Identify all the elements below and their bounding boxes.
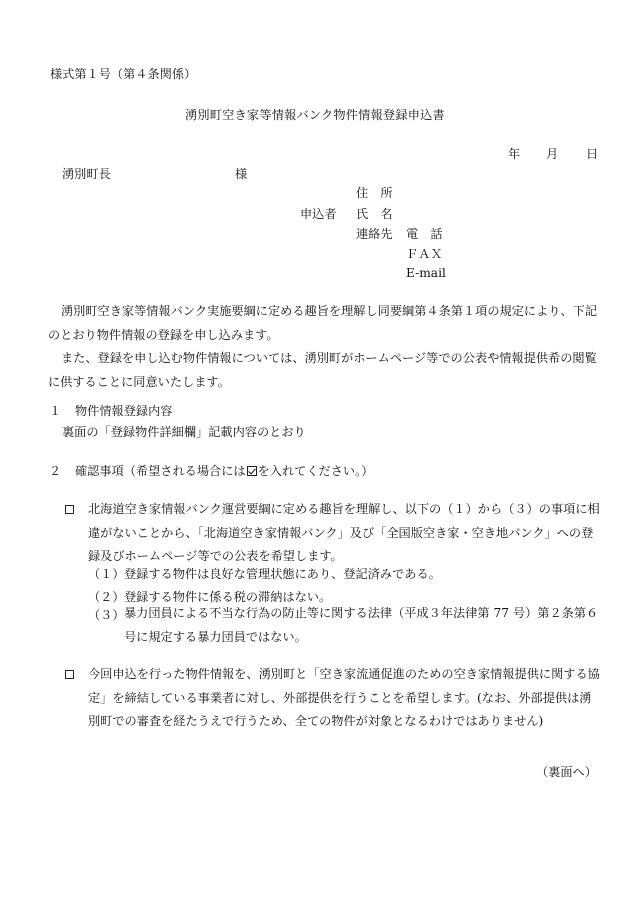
section-2-heading-text-after: を入れてください。） xyxy=(257,464,374,478)
section-1-body: 裏面の「登録物件詳細欄」記載内容のとおり xyxy=(62,425,306,439)
applicant-label: 申込者 xyxy=(300,207,337,221)
addressee-name: 湧別町長 xyxy=(62,167,111,181)
checkbox-external-provision[interactable] xyxy=(65,670,74,679)
condition-2-text: 登録する物件に係る税の滞納はない。 xyxy=(124,590,332,604)
phone-label: 電 話 xyxy=(406,227,443,241)
checked-box-icon xyxy=(247,466,257,476)
intro-paragraph-2: また、登録を申し込む物件情報については、湧別町がホームページ等での公表や情報提供希の閲覧に供することに同意いたします。 xyxy=(48,351,597,389)
applicant-name-label: 氏 名 xyxy=(356,207,393,221)
section-2-heading-text-before: 確認事項（希望される場合には xyxy=(75,464,246,478)
section-2-heading xyxy=(75,465,373,477)
date-year-label: 年 xyxy=(508,147,521,161)
section-1-number: １ xyxy=(49,404,62,418)
checkbox-prefecture-bank[interactable] xyxy=(65,505,74,514)
condition-1-number: （１） xyxy=(88,567,125,581)
condition-2-number: （２） xyxy=(88,590,125,604)
fax-label: ＦＡＸ xyxy=(406,247,443,261)
confirm-item-2-text: 今回申込を行った物件情報を、湧別町と「空き家流通促進のための空き家情報提供に関する協定」を締結している事業者に対し、外部提供を行うことを希望します。(なお、外部提供は湧別町での審査を経たうえで行うため、全ての物件が対象となるわけではありません) xyxy=(88,667,600,728)
intro-paragraph-1: 湧別町空き家等情報バンク実施要綱に定める趣旨を理解し同要綱第４条第１項の規定により、下記のとおり物件情報の登録を申し込みます。 xyxy=(48,304,598,342)
section-2-number: ２ xyxy=(49,464,62,478)
confirm-item-1-text: 北海道空き家情報バンク運営要綱に定める趣旨を理解し、以下の（１）から（３）の事項に相違がないことから、「北海道空き家情報バンク」及び「全国版空き家・空き地バンク」への登録及びホームページ等での公表を希望します。 xyxy=(88,502,600,563)
condition-1-text: 登録する物件は良好な管理状態にあり、登記済みである。 xyxy=(124,567,441,581)
page-title: 湧別町空き家等情報バンク物件情報登録申込書 xyxy=(185,108,445,122)
addressee-honorific: 様 xyxy=(235,167,248,181)
contact-label: 連絡先 xyxy=(356,227,393,241)
condition-3-text: 暴力団員による不当な行為の防止等に関する法律（平成３年法律第 77 号）第２条第６号に規定する暴力団員ではない。 xyxy=(124,606,599,644)
date-day-label: 日 xyxy=(586,147,599,161)
condition-3-number: （３） xyxy=(88,608,125,622)
applicant-address-label: 住 所 xyxy=(356,186,393,200)
section-1-heading: 物件情報登録内容 xyxy=(75,404,173,418)
date-month-label: 月 xyxy=(546,147,559,161)
form-number: 様式第１号（第４条関係） xyxy=(50,67,197,81)
email-label: E-mail xyxy=(406,266,446,280)
continued-on-back-note: （裏面へ） xyxy=(536,765,597,779)
